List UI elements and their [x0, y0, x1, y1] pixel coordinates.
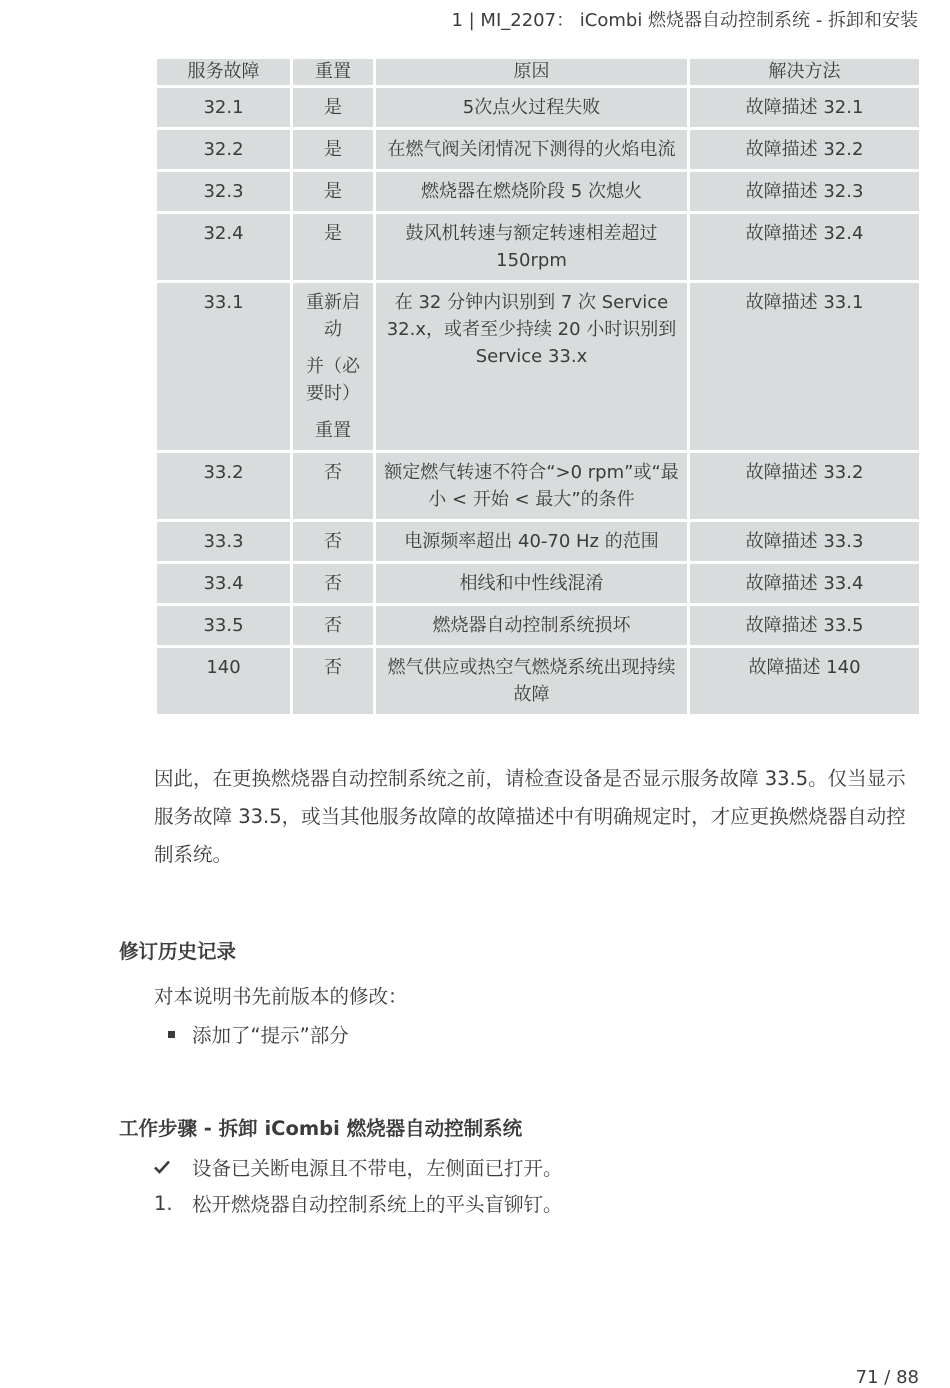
reset-line: 重新启动: [306, 292, 360, 340]
service-fault-table: [154, 56, 922, 717]
reset-value: 否: [292, 521, 375, 563]
table-row: [156, 87, 921, 129]
reset-value: 否: [292, 563, 375, 605]
precondition-item: [154, 1153, 563, 1181]
step-text: 松开燃烧器自动控制系统上的平头盲铆钉。: [192, 1193, 563, 1216]
header-fault: 服务故障: [156, 58, 292, 87]
table-row: [156, 213, 921, 282]
fault-solution: 故障描述 33.4: [689, 563, 921, 605]
fault-solution: 故障描述 33.2: [689, 452, 921, 521]
reset-value: 否: [292, 605, 375, 647]
table-header-row: [156, 58, 921, 87]
fault-solution: 故障描述 32.2: [689, 129, 921, 171]
revision-heading: 修订历史记录: [119, 940, 237, 963]
reset-line: 并（必要时）: [306, 356, 360, 404]
reset-line: 重置: [315, 420, 351, 441]
fault-code: 140: [156, 647, 292, 716]
body-paragraph: 因此，在更换燃烧器自动控制系统之前，请检查设备是否显示服务故障 33.5。仅当显示服务故障 33.5，或当其他服务故障的故障描述中有明确规定时，才应更换燃烧器自动控制系统。: [154, 767, 906, 866]
header-cause: 原因: [375, 58, 689, 87]
fault-cause: 在燃气阀关闭情况下测得的火焰电流: [375, 129, 689, 171]
list-item: [154, 1020, 349, 1048]
bullet-text: 添加了“提示”部分: [192, 1024, 349, 1047]
page-header: 1 | MI_2207： iCombi 燃烧器自动控制系统 - 拆卸和安装: [451, 10, 918, 31]
fault-cause: 燃烧器在燃烧阶段 5 次熄火: [375, 171, 689, 213]
table-row: [156, 171, 921, 213]
reset-value: 是: [292, 213, 375, 282]
step-item: [154, 1189, 563, 1217]
procedure-heading: 工作步骤 - 拆卸 iCombi 燃烧器自动控制系统: [119, 1117, 523, 1140]
reset-value: [292, 282, 375, 452]
fault-cause: 燃气供应或热空气燃烧系统出现持续故障: [375, 647, 689, 716]
table-row: [156, 129, 921, 171]
table-row: [156, 282, 921, 452]
fault-cause: 燃烧器自动控制系统损坏: [375, 605, 689, 647]
table-row: [156, 452, 921, 521]
reset-value: 是: [292, 129, 375, 171]
header-reset: 重置: [292, 58, 375, 87]
fault-code: 33.2: [156, 452, 292, 521]
fault-code: 33.3: [156, 521, 292, 563]
reset-value: 否: [292, 647, 375, 716]
fault-solution: 故障描述 32.1: [689, 87, 921, 129]
reset-value: 否: [292, 452, 375, 521]
fault-solution: 故障描述 33.1: [689, 282, 921, 452]
fault-cause: 5次点火过程失败: [375, 87, 689, 129]
fault-cause: 额定燃气转速不符合“>0 rpm”或“最小 < 开始 < 最大”的条件: [375, 452, 689, 521]
table-row: [156, 647, 921, 716]
reset-value: 是: [292, 87, 375, 129]
fault-cause: 电源频率超出 40-70 Hz 的范围: [375, 521, 689, 563]
table-row: [156, 521, 921, 563]
fault-solution: 故障描述 32.4: [689, 213, 921, 282]
bullet-icon: [168, 1031, 175, 1038]
fault-code: 32.1: [156, 87, 292, 129]
fault-solution: 故障描述 33.3: [689, 521, 921, 563]
fault-cause: 相线和中性线混淆: [375, 563, 689, 605]
fault-cause: 鼓风机转速与额定转速相差超过 150rpm: [375, 213, 689, 282]
table-row: [156, 563, 921, 605]
fault-cause: 在 32 分钟内识别到 7 次 Service 32.x，或者至少持续 20 小时识别到 Service 33.x: [375, 282, 689, 452]
table-row: [156, 605, 921, 647]
fault-solution: 故障描述 140: [689, 647, 921, 716]
precondition-text: 设备已关断电源且不带电，左侧面已打开。: [192, 1157, 563, 1180]
fault-code: 33.4: [156, 563, 292, 605]
reset-value: 是: [292, 171, 375, 213]
fault-solution: 故障描述 33.5: [689, 605, 921, 647]
fault-code: 32.2: [156, 129, 292, 171]
fault-code: 33.5: [156, 605, 292, 647]
header-solution: 解决方法: [689, 58, 921, 87]
fault-code: 33.1: [156, 282, 292, 452]
fault-solution: 故障描述 32.3: [689, 171, 921, 213]
step-number: 1.: [154, 1191, 173, 1215]
revision-intro: 对本说明书先前版本的修改：: [154, 985, 408, 1008]
page-number: 71 / 88: [855, 1367, 919, 1388]
check-icon: [154, 1156, 176, 1179]
fault-code: 32.3: [156, 171, 292, 213]
fault-code: 32.4: [156, 213, 292, 282]
